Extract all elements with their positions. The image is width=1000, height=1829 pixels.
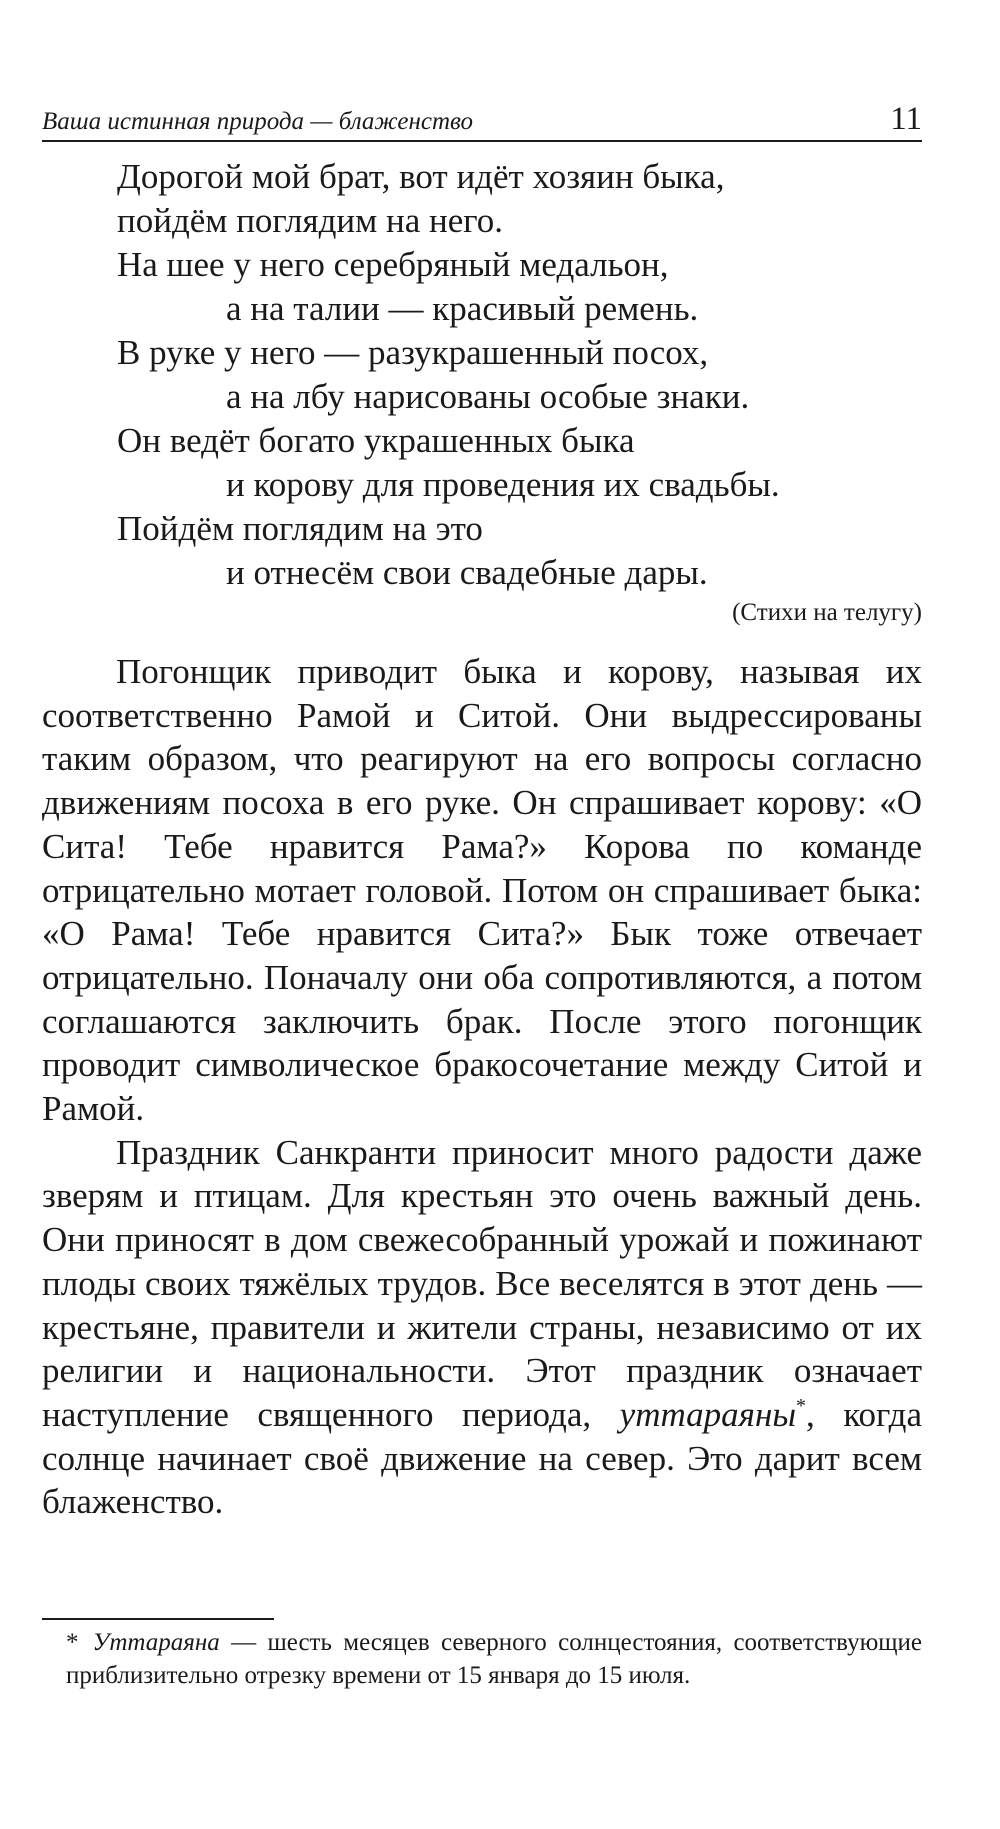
paragraph-2-text-end: , когда солнце начинает своё движение на север. Это дарит всем блаженство.	[42, 1394, 922, 1522]
paragraph-2	[42, 1131, 922, 1524]
poem-source: (Стихи на телугу)	[732, 599, 922, 626]
footnote-term: Уттараяна	[92, 1629, 220, 1656]
poem-line: и корову для проведения их свадьбы.	[226, 465, 780, 504]
main-text	[42, 650, 922, 1524]
poem-line: Пойдём поглядим на это	[117, 509, 483, 548]
footnote-reference: *	[796, 1394, 807, 1417]
paragraph-1: Погонщик приводит быка и корову, называя их соответственно Рамой и Ситой. Они выдрессированы таким образом, что реагируют на его вопросы согласно движениям посоха в его руке. Он спрашивает корову: «О Сита! Тебе нравится Рама?» Корова по команде отрицательно мотает головой. Потом он спрашивает быка: «О Рама! Тебе нравится Сита?» Бык тоже отвечает отрицательно. Поначалу они оба сопротивляются, а потом соглашаются заключить брак. После этого погонщик проводит символическое бракосочетание между Ситой и Рамой.	[42, 652, 922, 1129]
footnote-marker: *	[66, 1629, 79, 1656]
poem-line: Он ведёт богато украшенных быка	[117, 421, 635, 460]
uttarayana-term: уттараяны	[619, 1394, 797, 1434]
footnote	[66, 1626, 922, 1692]
paragraph-2-text: Праздник Санкранти приносит много радости даже зверям и птицам. Для крестьян это очень важный день. Они приносят в дом свежесобранный урожай и пожинают плоды своих тяжёлых трудов. Все веселятся в этот день — крестьяне, правители и жители страны, независимо от их религии и национальности. Этот праздник означает наступление священного периода,	[42, 1132, 922, 1434]
footnote-divider	[42, 1618, 274, 1620]
page-number: 11	[890, 101, 922, 137]
poem	[42, 155, 922, 631]
running-title: Ваша истинная природа — блаженство	[42, 108, 474, 135]
poem-line: В руке у него — разукрашенный посох,	[117, 333, 709, 372]
poem-line: пойдём поглядим на него.	[117, 201, 504, 240]
poem-line: Дорогой мой брат, вот идёт хозяин быка,	[117, 157, 725, 196]
poem-line: а на талии — красивый ремень.	[226, 289, 699, 328]
poem-line: и отнесём свои свадебные дары.	[226, 553, 708, 592]
poem-line: а на лбу нарисованы особые знаки.	[226, 377, 750, 416]
footnote-text: — шесть месяцев северного солнцестояния, соответствующие приблизительно отрезку времени от 15 января до 15 июля.	[66, 1629, 922, 1689]
poem-line: На шее у него серебряный медальон,	[117, 245, 669, 284]
page-header	[42, 100, 922, 142]
